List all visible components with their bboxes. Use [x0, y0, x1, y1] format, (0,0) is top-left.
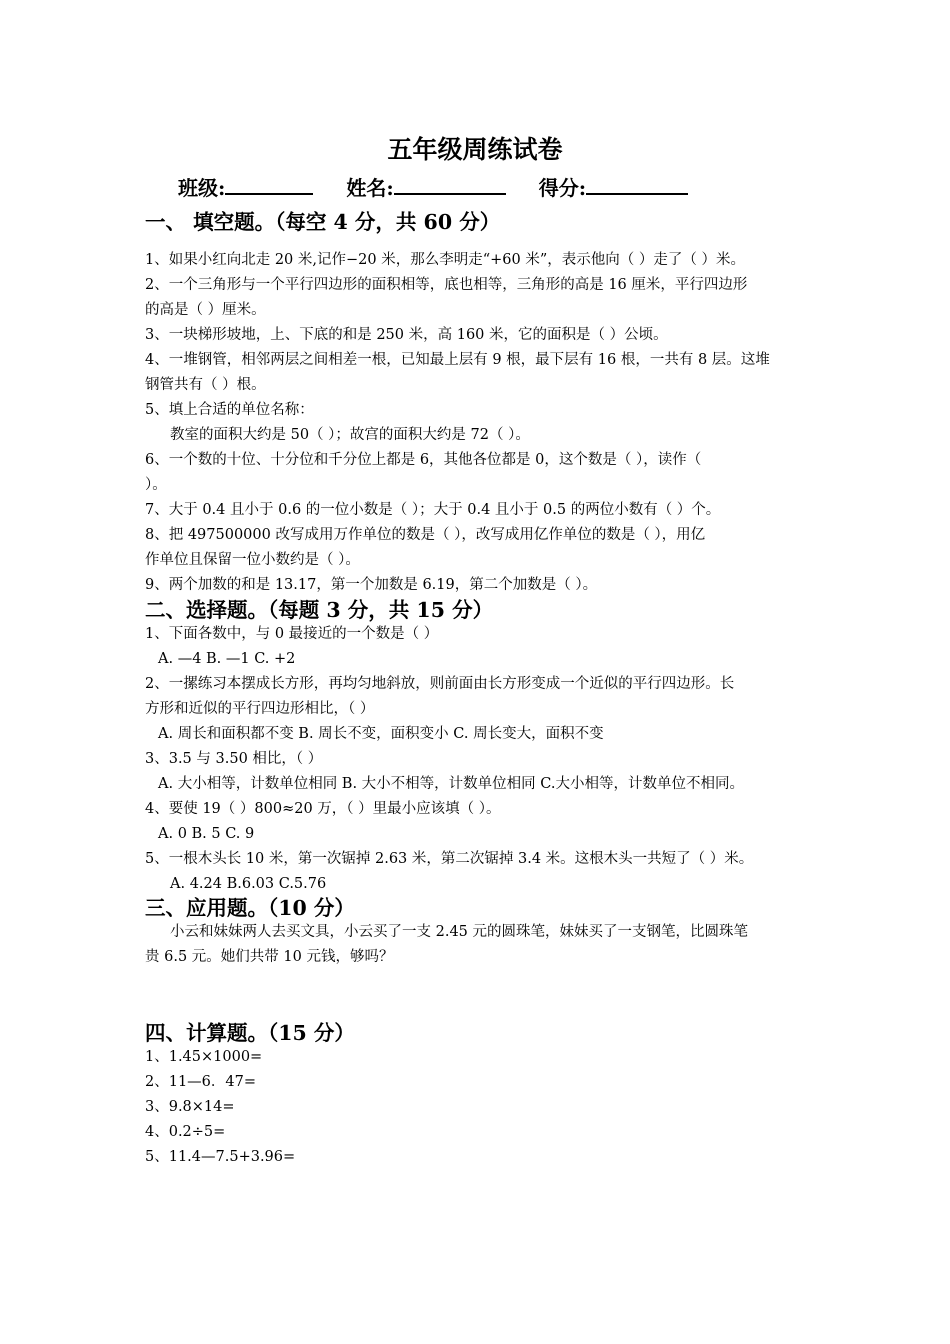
calc-line: 2、11—6．47= [145, 1074, 257, 1090]
question-line: 5、填上合适的单位名称： [145, 402, 314, 418]
section-heading-choice: 二、选择题。（每题 3 分，共 15 分） [145, 598, 494, 622]
option-line: A. —4 B. —1 C. +2 [158, 651, 296, 667]
question-line: 方形和近似的平行四边形相比，（ ） [145, 701, 375, 717]
question-line: 钢管共有（ ）根。 [145, 377, 266, 393]
score-label: 得分: [538, 176, 587, 200]
question-line: 2、一个三角形与一个平行四边形的面积相等，底也相等，三角形的高是 16 厘米，平行四边形 [145, 277, 748, 293]
question-line: 9、两个加数的和是 13.17，第一个加数是 6.19，第二个加数是（ ）。 [145, 577, 598, 593]
calc-line: 1、1.45×1000= [145, 1049, 263, 1065]
question-line: 4、要使 19（ ）800≈20 万，（ ）里最小应该填（ ）。 [145, 801, 501, 817]
student-info-row [178, 173, 688, 202]
name-blank [394, 173, 506, 195]
question-line: 3、3.5 与 3.50 相比，（ ） [145, 751, 323, 767]
calc-line: 4、0.2÷5= [145, 1124, 226, 1140]
page-title: 五年级周练试卷 [387, 135, 563, 164]
question-line: 的高是（ ）厘米。 [145, 302, 266, 318]
option-line: A. 大小相等，计数单位相同 B. 大小不相等，计数单位相同 C.大小相等，计数单位不相同。 [158, 776, 744, 792]
class-blank [225, 173, 313, 195]
question-line: 4、一堆钢管，相邻两层之间相差一根，已知最上层有 9 根，最下层有 16 根，一共有 8 层。这堆 [145, 352, 770, 368]
question-line: 1、如果小红向北走 20 米,记作−20 米，那么李明走“+60 米”，表示他向（ ）走了（ ）米。 [145, 252, 745, 268]
question-line: 6、一个数的十位、十分位和千分位上都是 6，其他各位都是 0，这个数是（ ），读作（ [145, 452, 702, 468]
question-line: 贵 6.5 元。她们共带 10 元钱，够吗？ [145, 949, 394, 965]
option-line: A. 0 B. 5 C. 9 [158, 826, 255, 842]
calc-line: 3、9.8×14= [145, 1099, 235, 1115]
question-line: 7、大于 0.4 且小于 0.6 的一位小数是（ ）；大于 0.4 且小于 0.5 的两位小数有（ ）个。 [145, 502, 721, 518]
class-label: 班级: [178, 176, 226, 200]
section-heading-fill-in: 一、 填空题。（每空 4 分，共 60 分） [145, 210, 501, 234]
name-label: 姓名: [346, 176, 394, 200]
question-line: 教室的面积大约是 50（ ）；故宫的面积大约是 72（ ）。 [170, 427, 530, 443]
option-line: A. 周长和面积都不变 B. 周长不变，面积变小 C. 周长变大，面积不变 [158, 726, 604, 742]
question-line: 2、一摞练习本摆成长方形，再均匀地斜放，则前面由长方形变成一个近似的平行四边形。长 [145, 676, 735, 692]
question-line: 小云和妹妹两人去买文具，小云买了一支 2.45 元的圆珠笔，妹妹买了一支钢笔，比圆珠笔 [170, 924, 748, 940]
question-line: 1、下面各数中，与 0 最接近的一个数是（ ） [145, 626, 439, 642]
section-heading-calculation: 四、计算题。（15 分） [145, 1021, 355, 1045]
calc-line: 5、11.4—7.5+3.96= [145, 1149, 296, 1165]
question-line: 8、把 497500000 改写成用万作单位的数是（ ），改写成用亿作单位的数是（ ），用亿 [145, 527, 706, 543]
question-line: 5、一根木头长 10 米，第一次锯掉 2.63 米，第二次锯掉 3.4 米。这根木头一共短了（ ）米。 [145, 851, 754, 867]
question-line: ）。 [145, 477, 167, 493]
section-heading-application: 三、应用题。（10 分） [145, 896, 355, 920]
option-line: A. 4.24 B.6.03 C.5.76 [170, 876, 327, 892]
score-blank [586, 173, 688, 195]
question-line: 作单位且保留一位小数约是（ ）。 [145, 552, 360, 568]
question-line: 3、一块梯形坡地，上、下底的和是 250 米，高 160 米，它的面积是（ ）公顷。 [145, 327, 668, 343]
